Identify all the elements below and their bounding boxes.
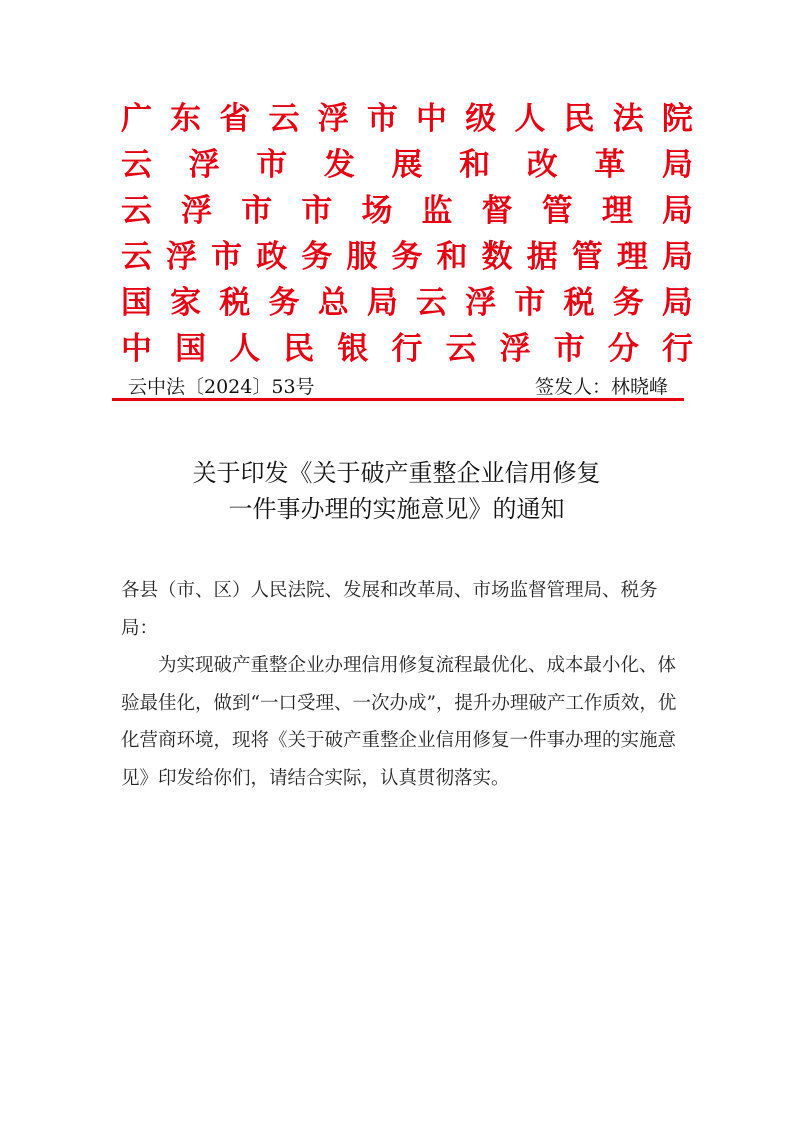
document-number-row [128, 372, 668, 398]
issuer-line: 云 浮 市 市 场 监 督 管 理 局 [121, 193, 693, 229]
signer: 签发人：林晓峰 [534, 376, 668, 398]
body-paragraph: 为实现破产重整企业办理信用修复流程最优化、成本最小化、体验最佳化，做到“一口受理、一次办成”，提升办理破产工作质效，优化营商环境，现将《关于破产重整企业信用修复一件事办理的实施意见》印发给你们，请结合实际，认真贯彻落实。 [121, 655, 677, 789]
salutation: 各县（市、区）人民法院、发展和改革局、市场监督管理局、税务局： [121, 580, 658, 639]
issuer-line: 云 浮 市 政 务 服 务 和 数 据 管 理 局 [121, 239, 693, 275]
title-line-1: 关于印发《关于破产重整企业信用修复 [192, 459, 601, 487]
red-divider-line [112, 398, 684, 401]
document-number: 云中法〔2024〕53号 [128, 376, 315, 398]
issuer-block [121, 96, 693, 372]
document-title [100, 455, 693, 527]
document-body [121, 572, 683, 797]
issuer-line: 中 国 人 民 银 行 云 浮 市 分 行 [121, 331, 693, 367]
issuer-line: 云 浮 市 发 展 和 改 革 局 [121, 147, 693, 183]
issuer-line: 广 东 省 云 浮 市 中 级 人 民 法 院 [121, 101, 693, 137]
title-line-2: 一件事办理的实施意见》的通知 [228, 495, 565, 523]
issuer-line: 国 家 税 务 总 局 云 浮 市 税 务 局 [121, 285, 693, 321]
